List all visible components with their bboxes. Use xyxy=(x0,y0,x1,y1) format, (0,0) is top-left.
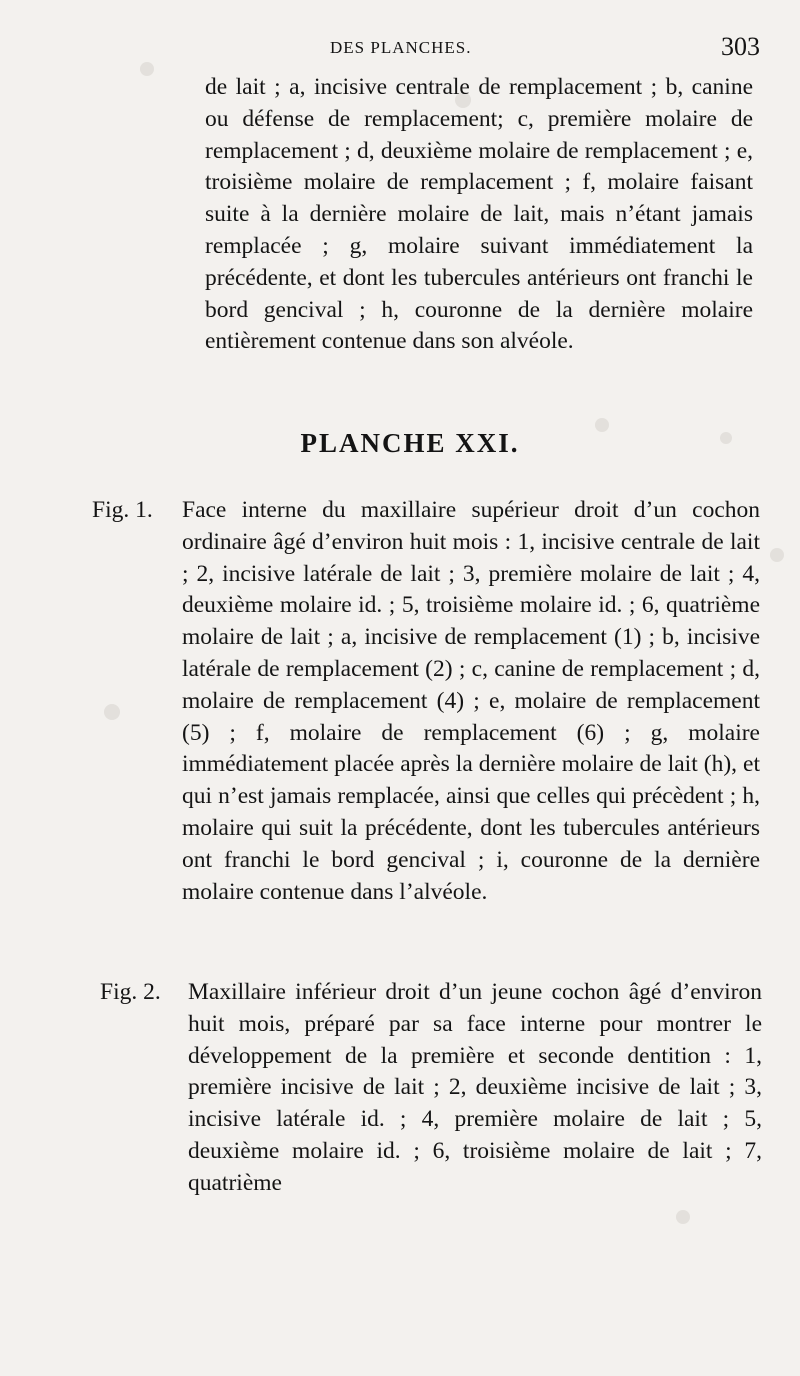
figure-label: Fig. 2. xyxy=(100,979,161,1005)
figure-description: Face interne du maxillaire supérieur droit d’un cochon ordinaire âgé d’environ huit mois : 1, incisive centrale de lait ; 2, incisive latérale de lait ; 3, première molaire de lait ; 4, deuxième molaire id. ; 5, troisième molaire id. ; 6, quatrième molaire de lait ; a, incisive de remplacement (1) ; b, incisive latérale de remplacement (2) ; c, canine de remplacement ; d, molaire de remplacement (4) ; e, molaire de remplacement (5) ; f, molaire de remplacement (6) ; g, molaire immédiatement placée après la dernière molaire de lait (h), et qui n’est jamais remplacée, ainsi que celles qui précèdent ; h, molaire qui suit la précédente, dont les tubercules antérieurs ont franchi le bord gencival ; i, couronne de la dernière molaire contenue dans l’alvéole. xyxy=(182,497,760,905)
figure-entry-2 xyxy=(100,977,762,1200)
paper-stain xyxy=(676,1210,690,1224)
paper-stain xyxy=(140,62,154,76)
running-title: DES PLANCHES. xyxy=(330,38,472,57)
figure-entry-1 xyxy=(92,495,760,908)
figure-description: Maxillaire inférieur droit d’un jeune cochon âgé d’environ huit mois, préparé par sa face interne pour montrer le développement de la première et seconde dentition : 1, première incisive de lait ; 2, deuxième incisive de lait ; 3, incisive latérale id. ; 4, première molaire de lait ; 5, deuxième molaire id. ; 6, troisième molaire de lait ; 7, quatrième xyxy=(188,979,762,1196)
continued-paragraph: de lait ; a, incisive centrale de remplacement ; b, canine ou défense de remplacement; c, première molaire de remplacement ; d, deuxième molaire de remplacement ; e, troisième molaire de remplacement ; f, molaire faisant suite à la dernière molaire de lait, mais n’étant jamais remplacée ; g, molaire suivant immédiatement la précédente, et dont les tubercules antérieurs ont franchi le bord gencival ; h, couronne de la dernière molaire entièrement contenue dans son alvéole. xyxy=(205,74,753,355)
plate-heading: PLANCHE XXI. xyxy=(300,428,520,458)
page-header xyxy=(330,32,760,66)
figure-label: Fig. 1. xyxy=(92,497,153,523)
paper-stain xyxy=(770,548,784,562)
page-number: 303 xyxy=(721,32,760,61)
